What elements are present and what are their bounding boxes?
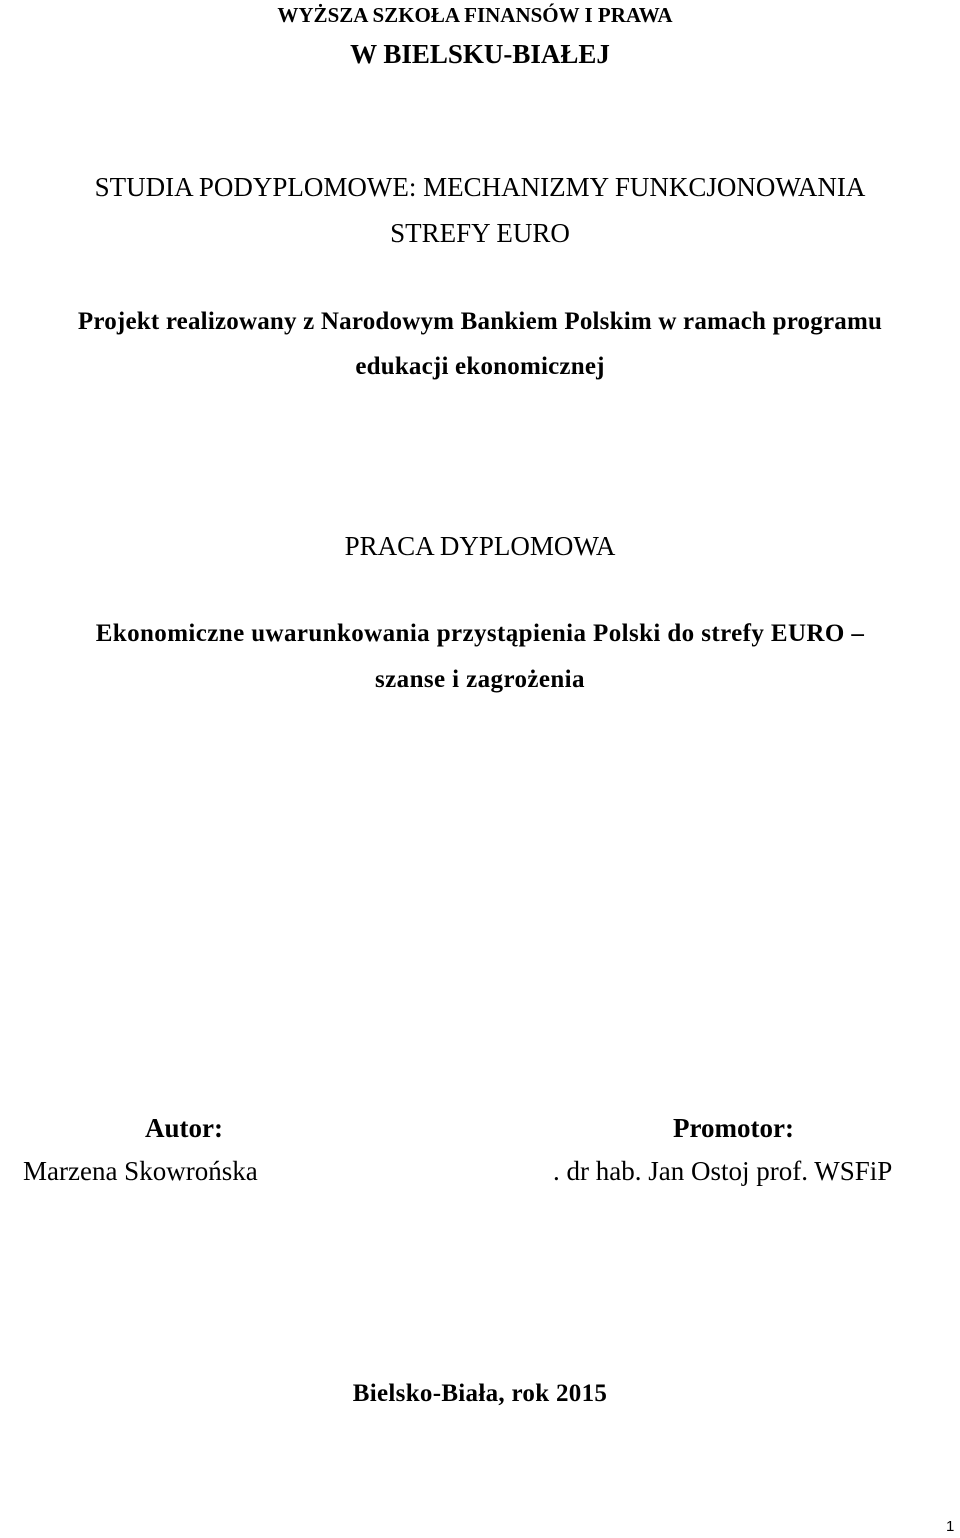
project-note-line1: Projekt realizowany z Narodowym Bankiem Polskim w ramach programu	[77, 308, 883, 335]
school-name-line2: W BIELSKU-BIAŁEJ	[350, 39, 610, 69]
promotor-name: . dr hab. Jan Ostoj prof. WSFiP	[553, 1156, 893, 1186]
page-number: 1	[946, 1518, 955, 1535]
author-name: Marzena Skowrońska	[23, 1156, 258, 1186]
author-label: Autor:	[145, 1113, 223, 1143]
program-title-line2: STREFY EURO	[390, 218, 570, 248]
project-note-line2: edukacji ekonomicznej	[355, 353, 605, 380]
school-name-line1: WYŻSZA SZKOŁA FINANSÓW I PRAWA	[277, 3, 673, 27]
promotor-label: Promotor:	[673, 1113, 794, 1143]
thesis-title-line1: Ekonomiczne uwarunkowania przystąpienia Polski do strefy EURO –	[95, 620, 865, 647]
thesis-title-line2: szanse i zagrożenia	[375, 666, 585, 693]
program-title-line1: STUDIA PODYPLOMOWE: MECHANIZMY FUNKCJONOWANIA	[94, 172, 866, 202]
place-and-year: Bielsko-Biała, rok 2015	[352, 1380, 608, 1407]
thesis-type: PRACA DYPLOMOWA	[344, 531, 616, 561]
